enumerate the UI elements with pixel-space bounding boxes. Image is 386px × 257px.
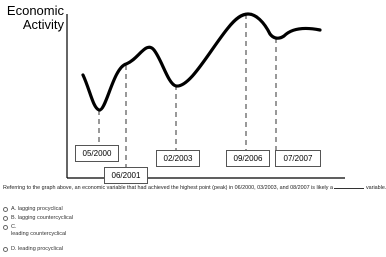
- option-b[interactable]: [3, 215, 73, 221]
- date-box-4: 09/2006: [226, 150, 270, 167]
- radio-button[interactable]: [3, 216, 8, 221]
- option-d[interactable]: [3, 246, 63, 252]
- answer-blank: [334, 184, 364, 189]
- date-box-2: 06/2001: [104, 167, 148, 184]
- question-text-after: variable.: [365, 185, 386, 191]
- option-letter: B.: [11, 215, 17, 221]
- option-letter: A.: [11, 206, 17, 212]
- option-label: leading countercyclical: [11, 231, 67, 237]
- radio-button[interactable]: [3, 225, 8, 230]
- date-box-3: 02/2003: [156, 150, 200, 167]
- option-letter: C.: [11, 224, 17, 230]
- y-axis-label-line2: Activity: [22, 17, 64, 32]
- question-text: [3, 184, 386, 191]
- option-label: leading procyclical: [18, 246, 63, 252]
- question-text-before: Referring to the graph above, an economic variable that had achieved the highest point (peak) in 06/2000, 03/2003, and 08/2007 is likely a: [3, 185, 333, 191]
- y-axis-label: [4, 4, 64, 32]
- option-letter: D.: [11, 246, 17, 252]
- radio-button[interactable]: [3, 247, 8, 252]
- option-label: lagging procyclical: [17, 206, 63, 212]
- date-box-1: 05/2000: [75, 145, 119, 162]
- date-box-5: 07/2007: [275, 150, 321, 167]
- radio-button[interactable]: [3, 207, 8, 212]
- option-c[interactable]: [3, 224, 66, 238]
- y-axis-label-line1: Economic: [6, 3, 64, 18]
- option-label: lagging countercyclical: [17, 215, 74, 221]
- economic-activity-curve: [83, 14, 320, 110]
- option-a[interactable]: [3, 206, 63, 212]
